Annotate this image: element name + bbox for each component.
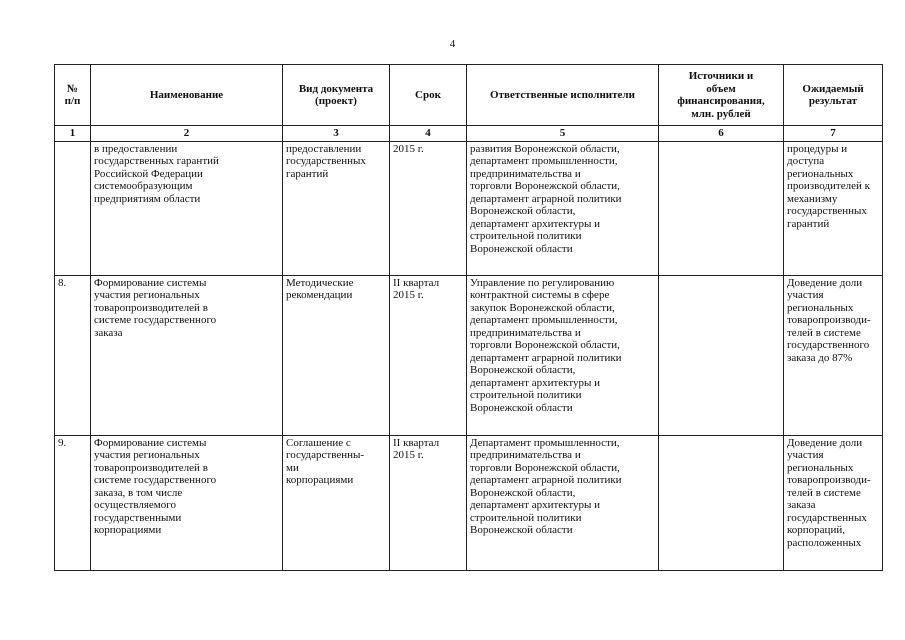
column-number: 5: [467, 126, 659, 142]
column-number: 7: [784, 126, 883, 142]
column-number: 2: [91, 126, 283, 142]
row-financing: [659, 141, 784, 275]
row-executors: развития Воронежской области, департамент промышленности, предпринимательства и торговли Воронежской области, департамент аграрной политики Воронежской области, департамент архитектуры и строительной политики Воронежской области: [467, 141, 659, 275]
row-document-type: предоставлении государственных гарантий: [283, 141, 390, 275]
row-term: II квартал 2015 г.: [390, 435, 467, 570]
row-financing: [659, 275, 784, 435]
row-result: Доведение доли участия региональных товаропроизводи- телей в системе государственного заказа до 87%: [784, 275, 883, 435]
row-document-type: Методические рекомендации: [283, 275, 390, 435]
table-row: [55, 435, 883, 570]
row-document-type: Соглашение с государственны- ми корпорациями: [283, 435, 390, 570]
row-term: II квартал 2015 г.: [390, 275, 467, 435]
row-term: 2015 г.: [390, 141, 467, 275]
column-number: 6: [659, 126, 784, 142]
header-term: Срок: [390, 65, 467, 126]
header-name: Наименование: [91, 65, 283, 126]
table-row: [55, 275, 883, 435]
column-number: 3: [283, 126, 390, 142]
row-executors: Департамент промышленности, предпринимательства и торговли Воронежской области, департамент аграрной политики Воронежской области, департамент архитектуры и строительной политики Воронежской области: [467, 435, 659, 570]
header-executors: Ответственные исполнители: [467, 65, 659, 126]
column-number: 4: [390, 126, 467, 142]
header-document-type: Вид документа (проект): [283, 65, 390, 126]
page-number: 4: [449, 38, 456, 50]
header-financing: Источники и объем финансирования, млн. рублей: [659, 65, 784, 126]
row-result: процедуры и доступа региональных производителей к механизму государственных гарантий: [784, 141, 883, 275]
row-number: 8.: [55, 275, 91, 435]
column-number: 1: [55, 126, 91, 142]
row-name: Формирование системы участия региональных товаропроизводителей в системе государственного заказа: [91, 275, 283, 435]
row-name: Формирование системы участия региональных товаропроизводителей в системе государственного заказа, в том числе осуществляемого государственными корпорациями: [91, 435, 283, 570]
plan-table: [54, 64, 883, 571]
header-number: № п/п: [55, 65, 91, 126]
table-row: [55, 141, 883, 275]
row-number: [55, 141, 91, 275]
row-number: 9.: [55, 435, 91, 570]
header-result: Ожидаемый результат: [784, 65, 883, 126]
column-number-row: [55, 126, 883, 142]
row-financing: [659, 435, 784, 570]
row-executors: Управление по регулированию контрактной системы в сфере закупок Воронежской области, департамент промышленности, предпринимательства и торговли Воронежской области, департамент аграрной политики Воронежской области, департамент архитектуры и строительной политики Воронежской области: [467, 275, 659, 435]
table-header-row: [55, 65, 883, 126]
row-name: в предоставлении государственных гарантий Российской Федерации системообразующим предприятиям области: [91, 141, 283, 275]
row-result: Доведение доли участия региональных товаропроизводи- телей в системе заказа государственных корпораций, расположенных: [784, 435, 883, 570]
